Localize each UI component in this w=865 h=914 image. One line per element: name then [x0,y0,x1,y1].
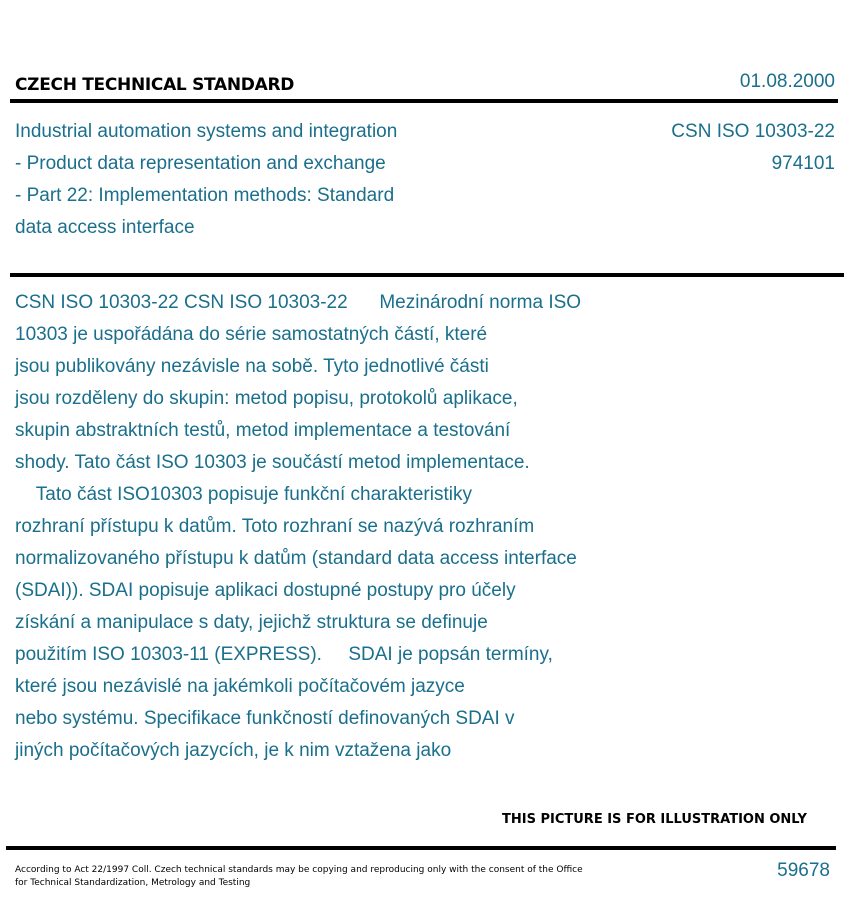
publication-date: 01.08.2000 [739,71,835,92]
copyright-line: for Technical Standardization, Metrology and Testing [15,878,251,888]
title-line: - Product data representation and exchange [15,153,386,174]
standard-number: CSN ISO 10303-22 [671,121,835,142]
copyright-line: According to Act 22/1997 Coll. Czech technical standards may be copying and reproducing only with the consent of the Office [15,865,583,875]
footer-divider [6,846,836,850]
body-line: Tato část ISO10303 popisuje funkční charakteristiky [15,484,472,505]
body-line: 10303 je uspořádána do série samostatných částí, které [15,324,488,345]
catalog-number: 974101 [771,153,835,174]
copyright-note [15,864,615,890]
document-title [15,116,465,244]
body-line: shody. Tato část ISO 10303 je součástí metod implementace. [15,452,530,473]
body-line: (SDAI)). SDAI popisuje aplikaci dostupné postupy pro účely [15,580,516,601]
body-line: normalizovaného přístupu k datům (standard data access interface [15,548,577,569]
body-line: použitím ISO 10303-11 (EXPRESS). SDAI je popsán termíny, [15,644,553,665]
header-divider [10,99,838,103]
body-line: jsou publikovány nezávisle na sobě. Tyto jednotlivé části [15,356,489,377]
body-line: jiných počítačových jazycích, je k nim vztažena jako [15,740,452,761]
body-line: skupin abstraktních testů, metod implementace a testování [15,420,511,441]
title-line: data access interface [15,217,195,238]
body-line: rozhraní přístupu k datům. Toto rozhraní se nazývá rozhraním [15,516,535,537]
header-title: CZECH TECHNICAL STANDARD [15,75,295,95]
standard-identifiers [671,116,835,180]
body-line: získání a manipulace s daty, jejichž struktura se definuje [15,612,488,633]
body-line: nebo systému. Specifikace funkčností definovaných SDAI v [15,708,515,729]
body-line: CSN ISO 10303-22 CSN ISO 10303-22 Mezinárodní norma ISO [15,292,582,313]
title-line: - Part 22: Implementation methods: Standard [15,185,395,206]
body-line: které jsou nezávislé na jakémkoli počítačovém jazyce [15,676,465,697]
title-divider [10,273,844,277]
illustration-notice: THIS PICTURE IS FOR ILLUSTRATION ONLY [502,812,807,827]
document-id: 59678 [777,860,830,881]
body-text [15,287,715,767]
body-line: jsou rozděleny do skupin: metod popisu, protokolů aplikace, [15,388,518,409]
title-line: Industrial automation systems and integration [15,121,398,142]
